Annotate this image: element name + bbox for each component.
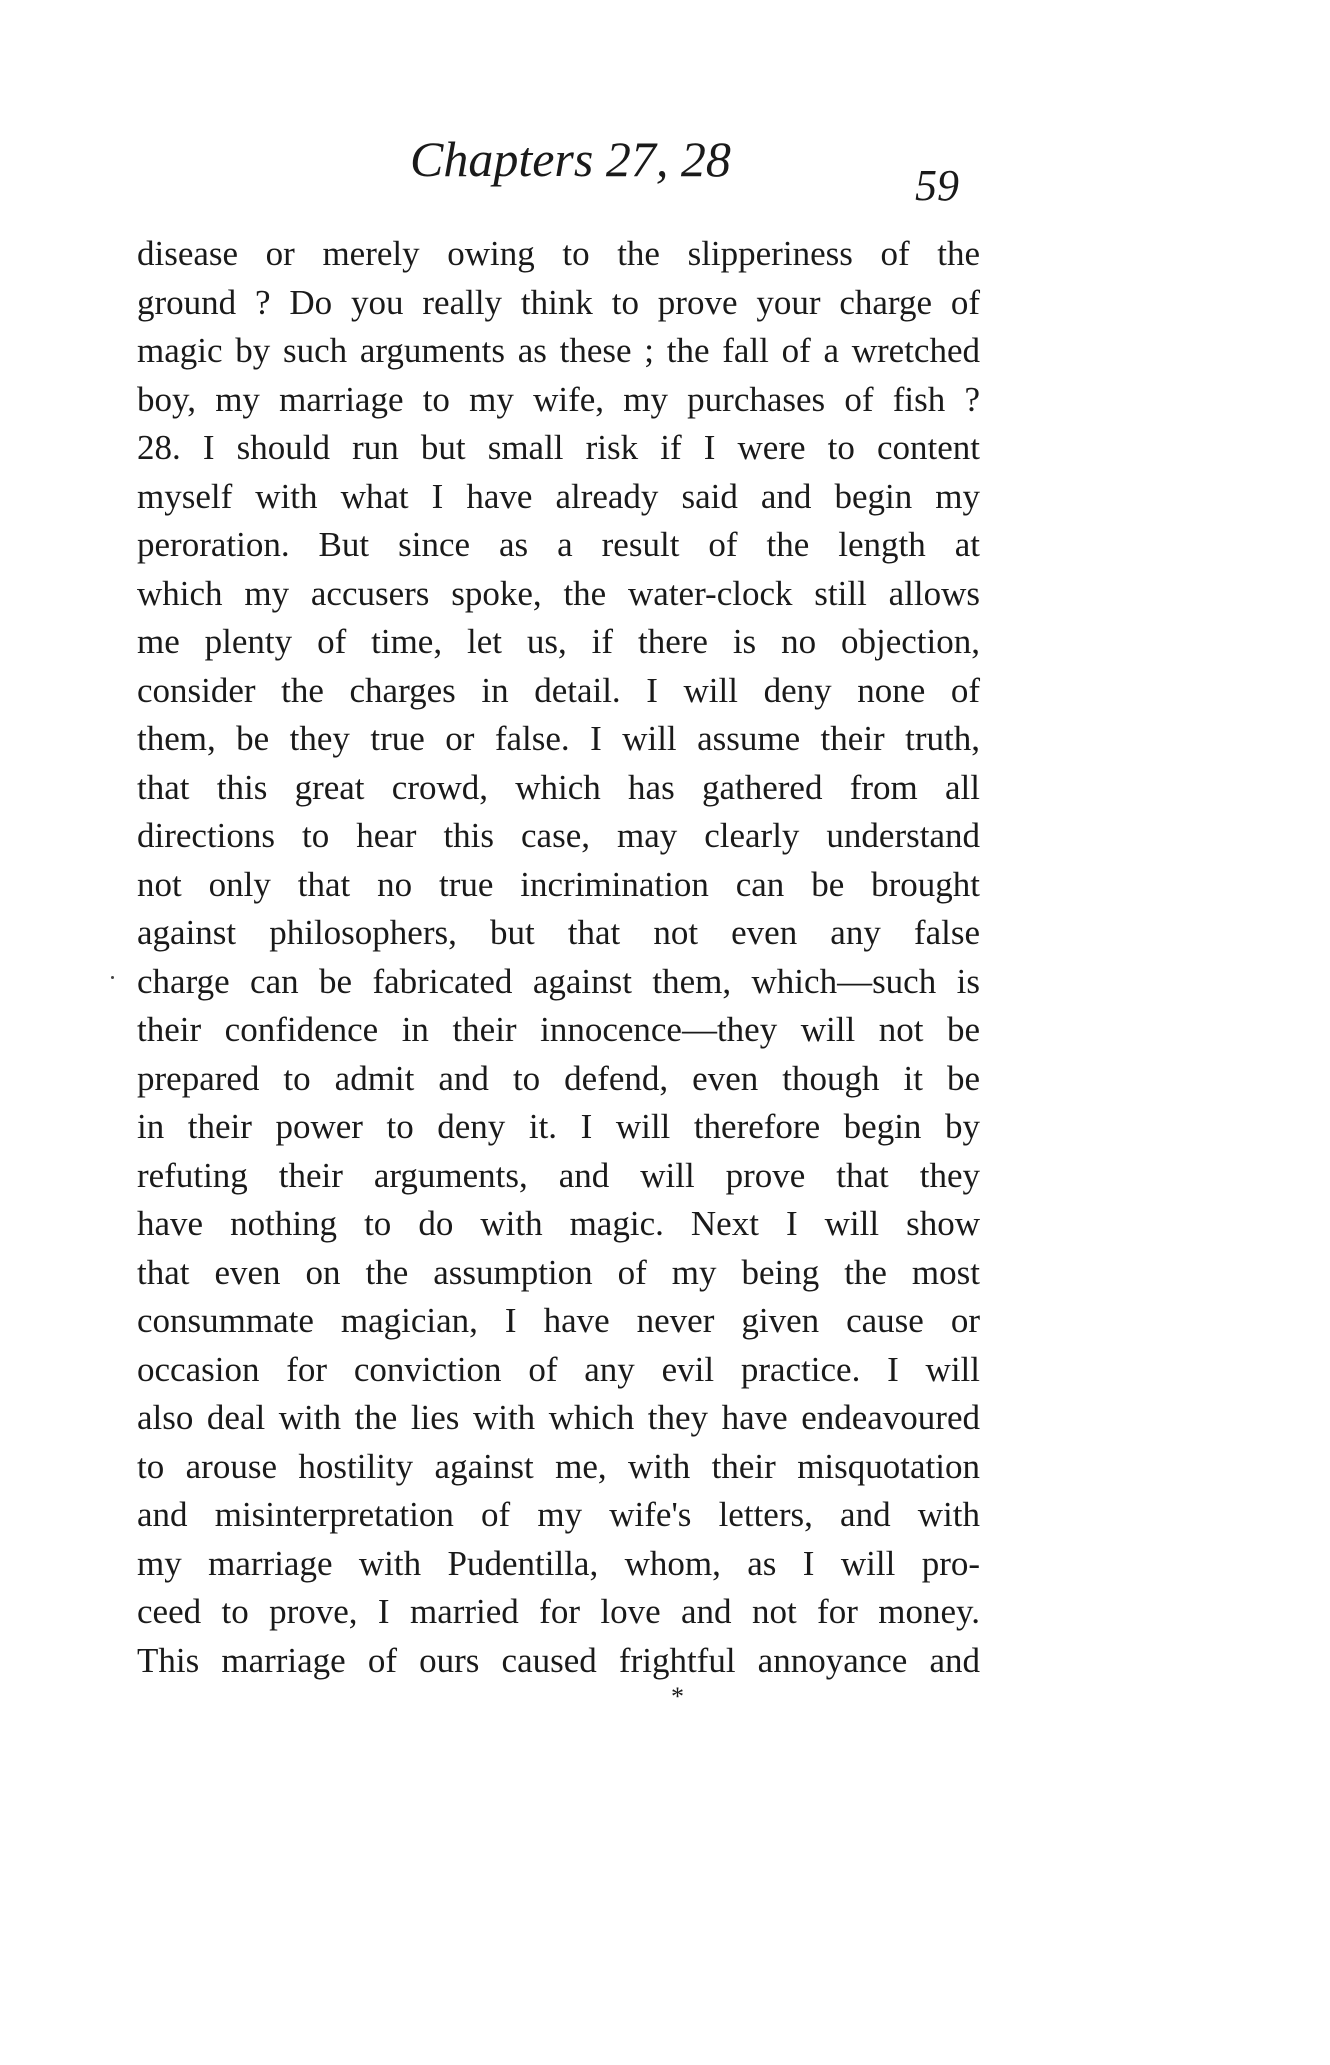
text-line: which my accusers spoke, the water-clock still allows xyxy=(137,573,980,613)
text-line: ground ? Do you really think to prove your charge of xyxy=(137,282,980,322)
signature-mark: * xyxy=(671,1682,684,1711)
text-line: refuting their arguments, and will prove that they xyxy=(137,1155,980,1195)
text-line: that even on the assumption of my being the most xyxy=(137,1252,980,1292)
text-line: have nothing to do with magic. Next I will show xyxy=(137,1204,980,1243)
body-text xyxy=(137,230,980,1685)
page-number: 59 xyxy=(915,161,959,210)
text-line: them, be they true or false. I will assume their truth, xyxy=(137,719,980,758)
text-line: to arouse hostility against me, with their misquotation xyxy=(137,1446,980,1486)
text-line: and misinterpretation of my wife's letters, and with xyxy=(137,1495,980,1534)
text-line: that this great crowd, which has gathered from all xyxy=(137,767,980,807)
text-line: my marriage with Pudentilla, whom, as I will pro- xyxy=(137,1543,980,1583)
running-head: Chapters 27, 28 xyxy=(410,131,731,187)
text-line: charge can be fabricated against them, which—such is xyxy=(137,961,980,1001)
text-line: consummate magician, I have never given cause or xyxy=(137,1301,980,1340)
text-line: ceed to prove, I married for love and not for money. xyxy=(137,1592,980,1631)
text-line: 28. I should run but small risk if I were to content xyxy=(137,428,980,467)
text-line: disease or merely owing to the slipperiness of the xyxy=(137,234,980,273)
text-line: magic by such arguments as these ; the fall of a wretched xyxy=(137,331,980,370)
text-line: prepared to admit and to defend, even though it be xyxy=(137,1058,980,1098)
text-line: not only that no true incrimination can be brought xyxy=(137,864,980,904)
text-line: consider the charges in detail. I will deny none of xyxy=(137,670,980,710)
text-line: in their power to deny it. I will therefore begin by xyxy=(137,1107,980,1146)
text-line: against philosophers, but that not even any false xyxy=(137,913,980,952)
text-line: their confidence in their innocence—they will not be xyxy=(137,1010,980,1049)
text-line: boy, my marriage to my wife, my purchases of fish ? xyxy=(137,379,980,419)
text-line: directions to hear this case, may clearly understand xyxy=(137,816,980,855)
text-line: myself with what I have already said and begin my xyxy=(137,476,980,516)
text-line: me plenty of time, let us, if there is no objection, xyxy=(137,622,980,661)
text-line: also deal with the lies with which they have endeavoured xyxy=(137,1398,980,1437)
text-line: peroration. But since as a result of the length at xyxy=(137,525,980,564)
margin-mark xyxy=(111,976,114,979)
text-line: This marriage of ours caused frightful annoyance and xyxy=(137,1640,980,1680)
text-line: occasion for conviction of any evil practice. I will xyxy=(137,1349,980,1389)
